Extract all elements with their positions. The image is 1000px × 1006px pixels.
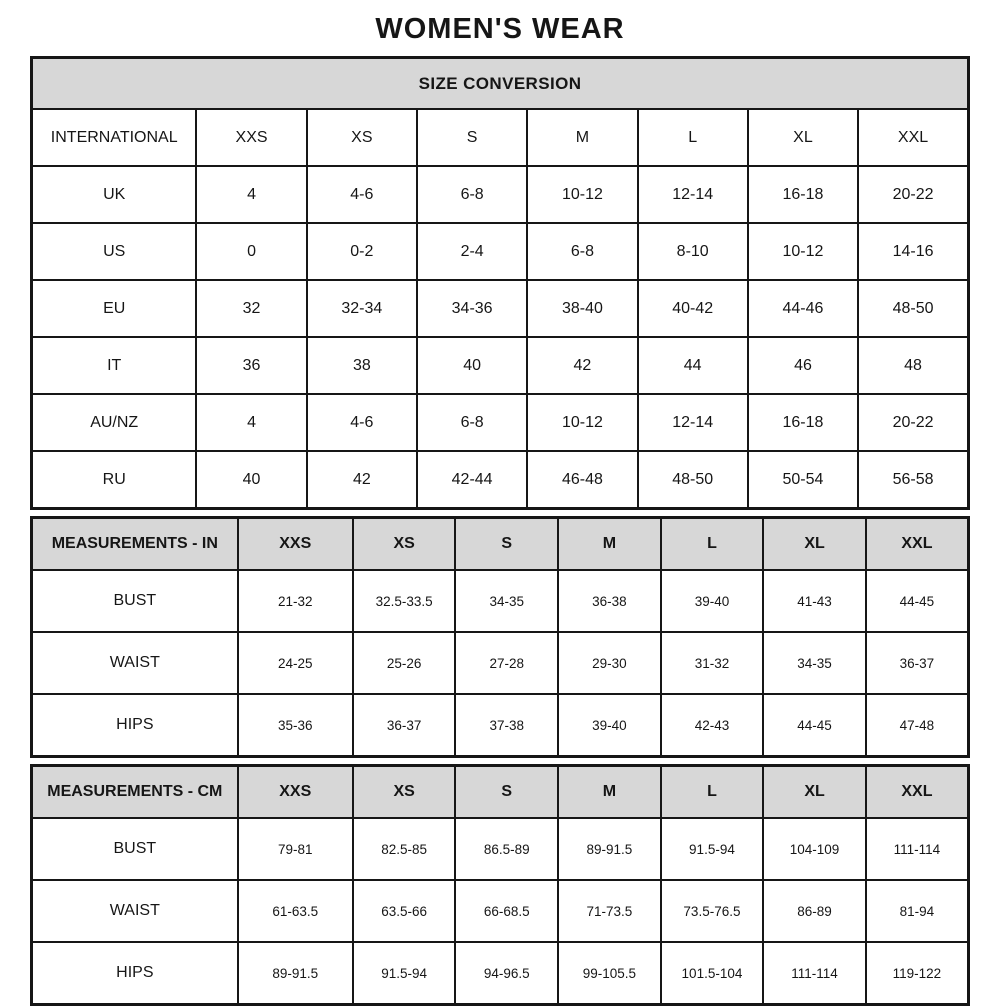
- table-cell: 89-91.5: [238, 942, 353, 1005]
- table-cell: 29-30: [558, 632, 661, 694]
- table-cell: 4: [196, 394, 306, 451]
- table-row: [32, 451, 969, 509]
- table-cell: 39-40: [661, 570, 764, 632]
- table-cell: 27-28: [455, 632, 558, 694]
- table-cell: 91.5-94: [353, 942, 456, 1005]
- table-row: [32, 223, 969, 280]
- table-row: [32, 337, 969, 394]
- table-cell: 104-109: [763, 818, 866, 880]
- column-header: M: [527, 109, 637, 166]
- table-cell: 48: [858, 337, 968, 394]
- table-cell: 44-45: [763, 694, 866, 757]
- row-label: HIPS: [32, 942, 238, 1005]
- table-cell: 42: [307, 451, 417, 509]
- table-row: [32, 632, 969, 694]
- table-cell: 12-14: [638, 394, 748, 451]
- table-row: [32, 942, 969, 1005]
- table-cell: 42-44: [417, 451, 527, 509]
- table-cell: 14-16: [858, 223, 968, 280]
- table-title: SIZE CONVERSION: [32, 58, 969, 110]
- table-cell: 40: [417, 337, 527, 394]
- table-cell: 10-12: [527, 166, 637, 223]
- table-row: [32, 570, 969, 632]
- column-header: XS: [353, 766, 456, 819]
- table-cell: 6-8: [417, 394, 527, 451]
- table-cell: 48-50: [858, 280, 968, 337]
- table-row: [32, 166, 969, 223]
- table-cell: 8-10: [638, 223, 748, 280]
- table-cell: 10-12: [748, 223, 858, 280]
- page-title: WOMEN'S WEAR: [375, 13, 625, 45]
- table-cell: 32.5-33.5: [353, 570, 456, 632]
- column-header: M: [558, 518, 661, 571]
- row-label: WAIST: [32, 632, 238, 694]
- table-cell: 81-94: [866, 880, 969, 942]
- table-cell: 16-18: [748, 166, 858, 223]
- table-cell: 111-114: [866, 818, 969, 880]
- table-cell: 79-81: [238, 818, 353, 880]
- table-cell: 94-96.5: [455, 942, 558, 1005]
- table-row: [32, 818, 969, 880]
- column-header: XL: [748, 109, 858, 166]
- table-cell: 6-8: [527, 223, 637, 280]
- table-cell: 4: [196, 166, 306, 223]
- column-header: L: [638, 109, 748, 166]
- column-header: MEASUREMENTS - IN: [32, 518, 238, 571]
- table-cell: 86-89: [763, 880, 866, 942]
- row-label: RU: [32, 451, 197, 509]
- size-conversion-table: [30, 56, 970, 510]
- table-cell: 21-32: [238, 570, 353, 632]
- table-cell: 31-32: [661, 632, 764, 694]
- table-cell: 39-40: [558, 694, 661, 757]
- table-cell: 99-105.5: [558, 942, 661, 1005]
- measurements-in-table: [30, 516, 970, 758]
- row-label: EU: [32, 280, 197, 337]
- row-label: BUST: [32, 570, 238, 632]
- row-label: AU/NZ: [32, 394, 197, 451]
- row-label: US: [32, 223, 197, 280]
- table-cell: 82.5-85: [353, 818, 456, 880]
- table-banner-row: [32, 58, 969, 110]
- column-header: INTERNATIONAL: [32, 109, 197, 166]
- column-header: L: [661, 518, 764, 571]
- column-header: XXL: [866, 518, 969, 571]
- table-cell: 50-54: [748, 451, 858, 509]
- table-cell: 20-22: [858, 166, 968, 223]
- column-header: XS: [353, 518, 456, 571]
- table-cell: 34-35: [455, 570, 558, 632]
- table-cell: 38: [307, 337, 417, 394]
- table-cell: 34-36: [417, 280, 527, 337]
- table-cell: 25-26: [353, 632, 456, 694]
- table-cell: 46-48: [527, 451, 637, 509]
- column-header: XXS: [238, 766, 353, 819]
- table-cell: 0-2: [307, 223, 417, 280]
- table-cell: 37-38: [455, 694, 558, 757]
- table-cell: 4-6: [307, 394, 417, 451]
- table-cell: 40-42: [638, 280, 748, 337]
- table-cell: 32-34: [307, 280, 417, 337]
- table-cell: 42-43: [661, 694, 764, 757]
- table-row: [32, 394, 969, 451]
- table-cell: 73.5-76.5: [661, 880, 764, 942]
- column-header: XXS: [238, 518, 353, 571]
- table-cell: 32: [196, 280, 306, 337]
- row-label: UK: [32, 166, 197, 223]
- table-cell: 63.5-66: [353, 880, 456, 942]
- table-cell: 111-114: [763, 942, 866, 1005]
- table-row: [32, 880, 969, 942]
- table-cell: 12-14: [638, 166, 748, 223]
- table-cell: 44-45: [866, 570, 969, 632]
- column-header: XXL: [866, 766, 969, 819]
- table-cell: 16-18: [748, 394, 858, 451]
- row-label: WAIST: [32, 880, 238, 942]
- table-cell: 119-122: [866, 942, 969, 1005]
- table-cell: 101.5-104: [661, 942, 764, 1005]
- table-cell: 91.5-94: [661, 818, 764, 880]
- table-cell: 2-4: [417, 223, 527, 280]
- table-cell: 46: [748, 337, 858, 394]
- table-cell: 42: [527, 337, 637, 394]
- column-header: L: [661, 766, 764, 819]
- table-cell: 0: [196, 223, 306, 280]
- row-label: HIPS: [32, 694, 238, 757]
- table-cell: 20-22: [858, 394, 968, 451]
- table-cell: 44-46: [748, 280, 858, 337]
- table-cell: 61-63.5: [238, 880, 353, 942]
- column-header: XXL: [858, 109, 968, 166]
- table-cell: 71-73.5: [558, 880, 661, 942]
- table-cell: 44: [638, 337, 748, 394]
- measurements-cm-table: [30, 764, 970, 1006]
- table-cell: 40: [196, 451, 306, 509]
- table-cell: 41-43: [763, 570, 866, 632]
- row-label: IT: [32, 337, 197, 394]
- header-row: [32, 518, 969, 571]
- table-cell: 6-8: [417, 166, 527, 223]
- table-cell: 36-37: [353, 694, 456, 757]
- table-row: [32, 694, 969, 757]
- column-header: MEASUREMENTS - CM: [32, 766, 238, 819]
- table-cell: 35-36: [238, 694, 353, 757]
- table-body: [32, 58, 969, 509]
- table-cell: 24-25: [238, 632, 353, 694]
- table-cell: 34-35: [763, 632, 866, 694]
- table-cell: 47-48: [866, 694, 969, 757]
- table-cell: 66-68.5: [455, 880, 558, 942]
- table-cell: 4-6: [307, 166, 417, 223]
- table-cell: 10-12: [527, 394, 637, 451]
- column-header: S: [455, 518, 558, 571]
- table-body: [32, 766, 969, 1005]
- table-cell: 89-91.5: [558, 818, 661, 880]
- table-cell: 86.5-89: [455, 818, 558, 880]
- row-label: BUST: [32, 818, 238, 880]
- header-row: [32, 109, 969, 166]
- column-header: XL: [763, 518, 866, 571]
- table-cell: 48-50: [638, 451, 748, 509]
- column-header: XL: [763, 766, 866, 819]
- column-header: S: [417, 109, 527, 166]
- table-cell: 56-58: [858, 451, 968, 509]
- table-row: [32, 280, 969, 337]
- table-cell: 36-37: [866, 632, 969, 694]
- table-cell: 36-38: [558, 570, 661, 632]
- table-body: [32, 518, 969, 757]
- column-header: M: [558, 766, 661, 819]
- column-header: XS: [307, 109, 417, 166]
- column-header: XXS: [196, 109, 306, 166]
- table-cell: 36: [196, 337, 306, 394]
- header-row: [32, 766, 969, 819]
- table-cell: 38-40: [527, 280, 637, 337]
- column-header: S: [455, 766, 558, 819]
